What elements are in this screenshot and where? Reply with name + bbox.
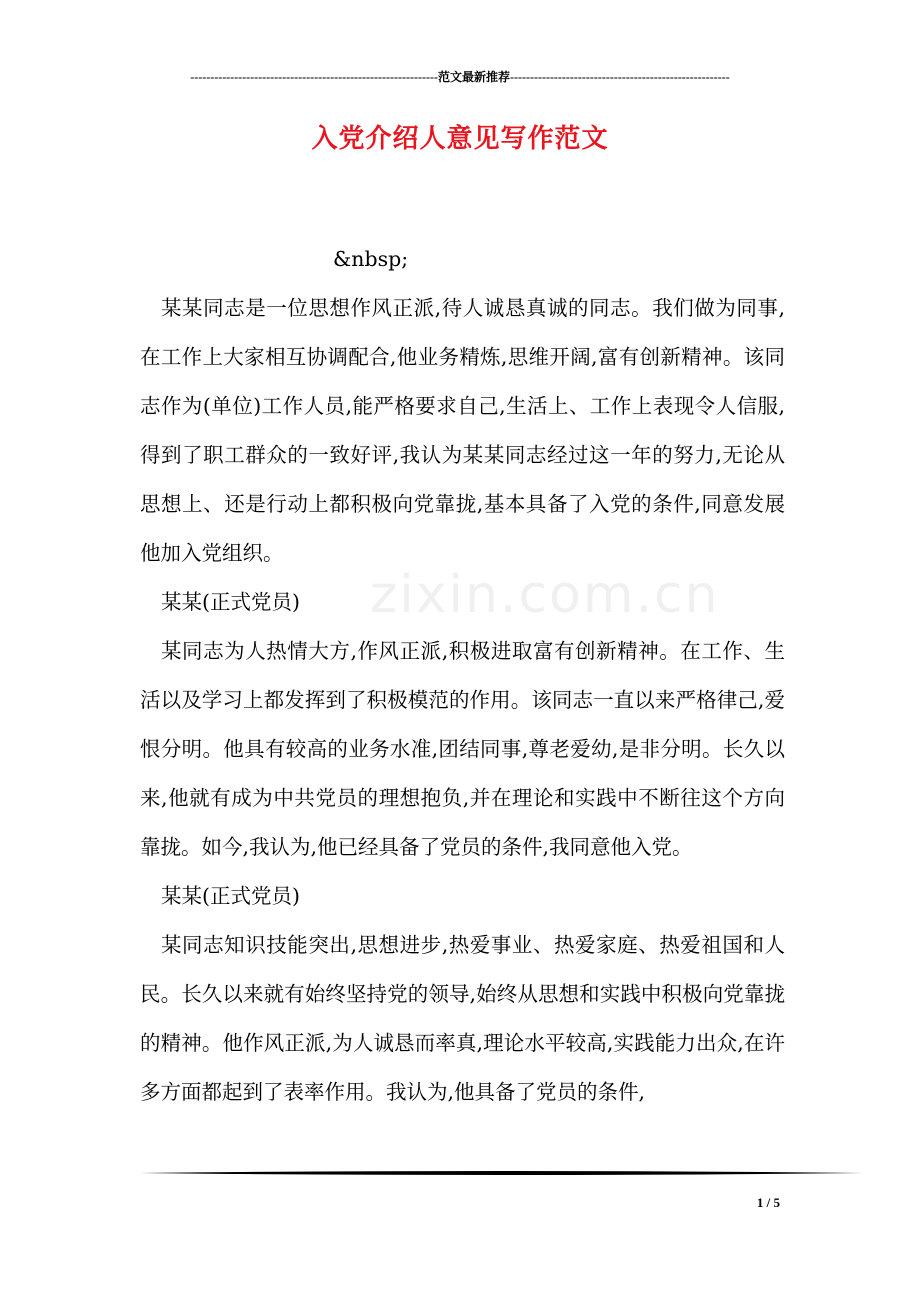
page-header: --------------------------------------------------------------范文最新推荐------------------------------------------------------- (190, 70, 730, 84)
signature-1: 某某(正式党员) (161, 590, 300, 614)
paragraph-nbsp: &nbsp; (333, 247, 409, 271)
document-title: 入党介绍人意见写作范文 (311, 124, 609, 154)
signature-2: 某某(正式党员) (161, 884, 300, 908)
page-number: 1 / 5 (756, 1195, 780, 1210)
paragraph-2: 某同志为人热情大方,作风正派,积极进取富有创新精神。在工作、生活以及学习上都发挥到了积极模范的作用。该同志一直以来严格律己,爱恨分明。他具有较高的业务水准,团结同事,尊老爱幼,是非分明。长久以来,他就有成为中共党员的理想抱负,并在理论和实践中不断往这个方向靠拢。如今,我认为,他已经具备了党员的条件,我同意他入党。 (140, 639, 785, 859)
footer-divider (140, 1170, 863, 1176)
document-body (140, 235, 785, 1117)
paragraph-3: 某同志知识技能突出,思想进步,热爱事业、热爱家庭、热爱祖国和人民。长久以来就有始终坚持党的领导,始终从思想和实践中积极向党靠拢的精神。他作风正派,为人诚恳而率真,理论水平较高,实践能力出众,在许多方面都起到了表率作用。我认为,他具备了党员的条件, (140, 933, 785, 1104)
watermark: zixin.com.cn (370, 565, 720, 625)
paragraph-1: 某某同志是一位思想作风正派,待人诚恳真诚的同志。我们做为同事,在工作上大家相互协调配合,他业务精炼,思维开阔,富有创新精神。该同志作为(单位)工作人员,能严格要求自己,生活上、工作上表现令人信服,得到了职工群众的一致好评,我认为某某同志经过这一年的努力,无论从思想上、还是行动上都积极向党靠拢,基本具备了入党的条件,同意发展他加入党组织。 (140, 296, 785, 565)
